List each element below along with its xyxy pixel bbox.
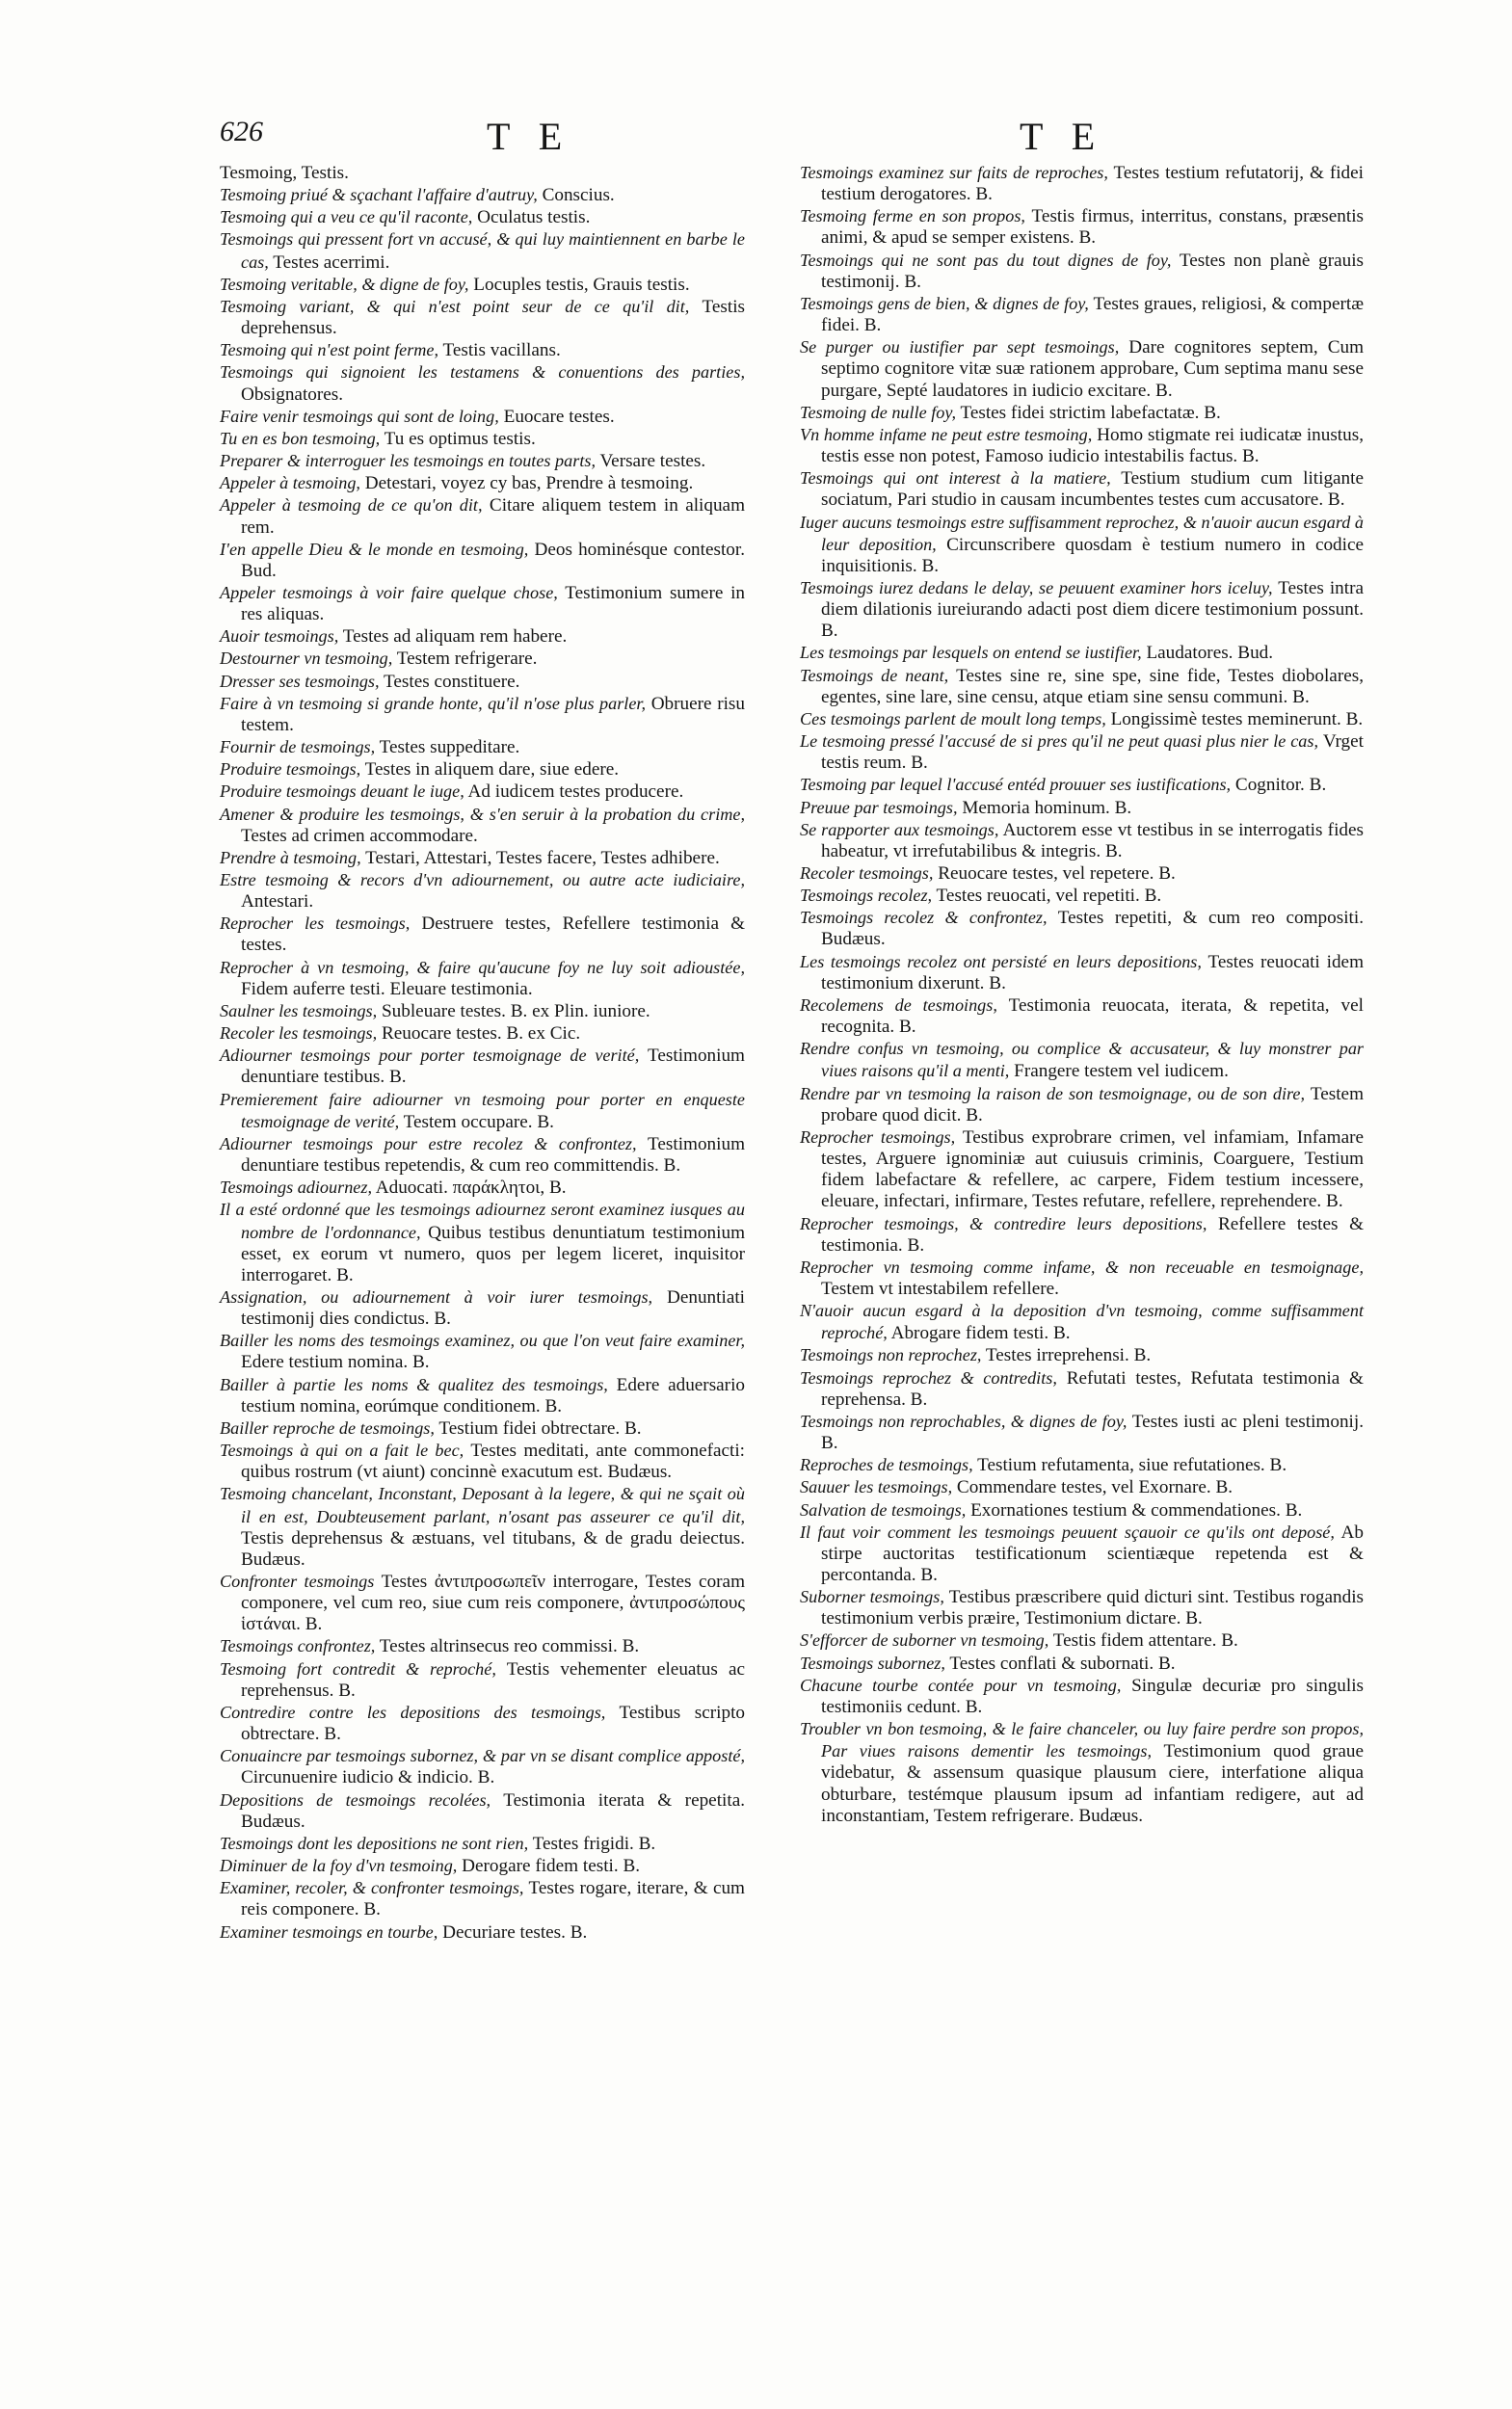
dictionary-entry: [800, 1629, 1364, 1652]
latin-equivalent: Abrogare fidem testi. B.: [890, 1323, 1071, 1344]
dictionary-entry: [220, 406, 745, 428]
dictionary-entry: [220, 847, 745, 869]
latin-equivalent: Testes acerrimi.: [273, 251, 390, 273]
dictionary-entry: [800, 907, 1364, 950]
french-phrase: Produire tesmoings deuant le iuge,: [220, 781, 464, 802]
latin-equivalent: Denuntiati testimonij dies condictus. B.: [241, 1286, 745, 1330]
french-phrase: Recoler tesmoings,: [800, 863, 934, 883]
dictionary-entry: [800, 1476, 1364, 1498]
dictionary-entry: [800, 642, 1364, 664]
latin-equivalent: Aduocati. παράκλητοι, B.: [375, 1178, 567, 1199]
french-phrase: Tesmoing qui a veu ce qu'il raconte,: [220, 207, 473, 227]
latin-equivalent: Edere aduersario testium nomina, eorúmque conditionem. B.: [241, 1374, 745, 1416]
french-phrase: Tesmoing veritable, & digne de foy,: [220, 274, 469, 294]
latin-equivalent: Obruere risu testem.: [241, 693, 745, 735]
dictionary-entry: [220, 361, 745, 405]
dictionary-entry: [220, 693, 745, 736]
french-phrase: Iuger aucuns tesmoings estre suffisamment reprochez, & n'auoir aucun esgard à leur deposition,: [800, 512, 1364, 554]
dictionary-entry: [220, 450, 745, 472]
latin-equivalent: Testes iusti ac pleni testimonij. B.: [821, 1411, 1365, 1454]
dictionary-entry: [220, 1199, 745, 1286]
french-phrase: Les tesmoings par lesquels on entend se iustifier,: [800, 643, 1142, 663]
latin-equivalent: Refutati testes, Refutata testimonia & reprehensa. B.: [821, 1367, 1364, 1410]
dictionary-entry: [800, 1257, 1364, 1300]
latin-equivalent: Destruere testes, Refellere testimonia & testes.: [241, 913, 746, 956]
french-phrase: Salvation de tesmoings,: [800, 1499, 967, 1520]
dictionary-entry: [220, 957, 745, 1000]
latin-equivalent: Edere testium nomina. B.: [241, 1352, 430, 1373]
french-phrase: Tesmoing ferme en son propos,: [800, 206, 1025, 226]
dictionary-entry: [220, 428, 745, 450]
french-phrase: Tesmoing chancelant, Inconstant, Deposant à la legere, & qui ne sçait où il en est, Doubteusement parlant, n'osant pas asseurer ce qu'il dit,: [220, 1484, 745, 1526]
french-phrase: Le tesmoing pressé l'accusé de si pres qu'il ne peut quasi plus nier le cas,: [800, 731, 1319, 752]
dictionary-entry: [800, 1653, 1364, 1675]
dictionary-entry: [800, 1718, 1364, 1827]
latin-equivalent: Circunuenire iudicio & indicio. B.: [241, 1767, 495, 1788]
dictionary-entry: [800, 1126, 1364, 1213]
latin-equivalent: Testibus scripto obtrectare. B.: [241, 1702, 745, 1745]
french-phrase: Appeler à tesmoing de ce qu'on dit,: [220, 495, 483, 516]
dictionary-entry: [220, 539, 745, 582]
latin-equivalent: Testibus exprobrare crimen, vel infamiam, Infamare testes, Arguere ignominiæ aut cuiusuis criminis, Coarguere, Testium fidem labefactare & refellere, ac carpere, Fidem testium incessere, eleuare, infectari, infirmare, Testes refutare, refellere, reprehendere. B.: [821, 1126, 1365, 1212]
dictionary-entry: [220, 296, 745, 339]
dictionary-entry: [220, 1877, 745, 1920]
french-phrase: Tesmoing variant, & qui n'est point seur de ce qu'il dit,: [220, 296, 690, 316]
french-phrase: Tesmoing qui n'est point ferme,: [220, 340, 439, 360]
french-phrase: Tesmoings qui pressent fort vn accusé, & qui luy maintiennent en barbe le cas,: [220, 229, 745, 272]
dictionary-entry: [220, 1022, 745, 1045]
latin-equivalent: Testes intra diem dilationis iureiurando adacti post diem dicere testimonium possunt. B.: [821, 577, 1364, 642]
french-phrase: Examiner, recoler, & confronter tesmoings,: [220, 1878, 524, 1898]
latin-equivalent: Testes fidei strictim labefactatæ. B.: [960, 402, 1221, 423]
dictionary-entry: [220, 339, 745, 361]
latin-equivalent: Memoria hominum. B.: [962, 797, 1132, 818]
dictionary-entry: [800, 665, 1364, 708]
dictionary-entry: [800, 512, 1364, 577]
dictionary-entry: [800, 250, 1364, 293]
latin-equivalent: Oculatus testis.: [477, 207, 591, 228]
dictionary-entry: [220, 1702, 745, 1745]
dictionary-entry: [220, 1330, 745, 1373]
dictionary-entry: [800, 1586, 1364, 1629]
french-phrase: Tesmoings qui ont interest à la matiere,: [800, 468, 1111, 489]
right-column: [800, 162, 1364, 1827]
dictionary-entry: [800, 862, 1364, 885]
french-phrase: Estre tesmoing & recors d'vn adiournement, ou autre acte iudiciaire,: [220, 870, 745, 889]
dictionary-entry: [220, 1286, 745, 1330]
dictionary-entry: [220, 162, 745, 184]
dictionary-entry: [800, 424, 1364, 467]
french-phrase: Reproches de tesmoings,: [800, 1455, 973, 1475]
french-phrase: Bailler à partie les noms & qualitez des tesmoings,: [220, 1374, 608, 1394]
latin-equivalent: Testis deprehensus.: [241, 296, 745, 339]
dictionary-entry: [220, 671, 745, 693]
french-phrase: Adiourner tesmoings pour estre recolez & confrontez,: [220, 1133, 637, 1153]
latin-equivalent: Derogare fidem testi. B.: [462, 1856, 641, 1877]
latin-equivalent: Frangere testem vel iudicem.: [1014, 1061, 1229, 1082]
latin-equivalent: Testis vacillans.: [442, 340, 561, 361]
running-head-right: T E: [1020, 115, 1105, 158]
latin-equivalent: Testibus præscribere quid dicturi sint. Testibus rogandis testimonium verbis præire, Testimonium dictare. B.: [821, 1587, 1365, 1629]
dictionary-entry: [800, 1038, 1364, 1082]
latin-equivalent: Testes meditati, ante commonefacti: quibus rostrum (vt aiunt) concinnè exacutum est. Budæus.: [241, 1441, 746, 1483]
french-phrase: Premierement faire adiourner vn tesmoing pour porter en enqueste tesmoignage de verité,: [220, 1089, 745, 1131]
latin-equivalent: Testimonia iterata & repetita. Budæus.: [241, 1789, 746, 1832]
french-phrase: Tesmoings subornez,: [800, 1653, 945, 1673]
dictionary-entry: [220, 1855, 745, 1877]
french-phrase: Tesmoings iurez dedans le delay, se peuuent examiner hors iceluy,: [800, 577, 1273, 597]
french-phrase: Tesmoings confrontez,: [220, 1636, 376, 1656]
latin-equivalent: Testimonium quod graue videbatur, & assensum quasique plausum ciere, interfatione aliqua obturbare, testémque plausum ipsum ad infantiam redigere, aut ad inconstantiam, Testem refrigerare. Budæus.: [821, 1741, 1364, 1826]
dictionary-entry: [220, 1833, 745, 1855]
french-phrase: Assignation, ou adiournement à voir iurer tesmoings,: [220, 1286, 653, 1307]
latin-equivalent: Testes reuocati idem testimonium dixerunt. B.: [821, 951, 1364, 993]
french-phrase: Tesmoing priué & sçachant l'affaire d'autruy,: [220, 185, 538, 205]
latin-equivalent: Testimonia reuocata, iterata, & repetita, vel recognita. B.: [821, 994, 1364, 1038]
french-phrase: Reprocher à vn tesmoing, & faire qu'aucune foy ne luy soit adioustée,: [220, 957, 745, 977]
french-phrase: Il faut voir comment les tesmoings peuuent sçauoir ce qu'ils ont deposé,: [800, 1522, 1335, 1542]
french-phrase: Tesmoings dont les depositions ne sont rien,: [220, 1833, 529, 1853]
french-phrase: Tesmoings à qui on a fait le bec,: [220, 1441, 464, 1461]
french-phrase: Rendre par vn tesmoing la raison de son tesmoignage, ou de son dire,: [800, 1083, 1306, 1103]
latin-equivalent: Testes constituere.: [384, 671, 520, 692]
dictionary-entry: [220, 913, 745, 956]
french-phrase: Appeler à tesmoing,: [220, 473, 360, 493]
latin-equivalent: Testis deprehensus & æstuans, vel titubans, & de gradu deiectus. Budæus.: [241, 1527, 745, 1570]
dictionary-entry: [220, 804, 745, 847]
french-phrase: Saulner les tesmoings,: [220, 1000, 378, 1020]
dictionary-entry: [220, 1177, 745, 1199]
french-phrase: Fournir de tesmoings,: [220, 737, 376, 757]
dictionary-entry: [220, 1635, 745, 1657]
dictionary-entry: [220, 625, 745, 648]
french-phrase: Bailler reproche de tesmoings,: [220, 1417, 435, 1438]
dictionary-entry: [800, 336, 1364, 401]
latin-equivalent: Homo stigmate rei iudicatæ inustus, testis esse non potest, Famoso iudicio intestabilis factus. B.: [821, 424, 1365, 467]
latin-equivalent: Tesmoing, Testis.: [220, 163, 349, 183]
latin-equivalent: Quibus testibus denuntiatum testimonium esset, ex eorum vt numero, quos per legem liceret, inquisitor interrogaret. B.: [241, 1222, 745, 1285]
dictionary-entry: [220, 1000, 745, 1022]
french-phrase: Tesmoings de neant,: [800, 665, 949, 685]
french-phrase: I'en appelle Dieu & le monde en tesmoing,: [220, 539, 529, 559]
french-phrase: Se rapporter aux tesmoings,: [800, 819, 999, 839]
dictionary-entry: [220, 228, 745, 273]
dictionary-entry: [220, 1417, 745, 1440]
latin-equivalent: Fidem auferre testi. Eleuare testimonia.: [241, 978, 533, 999]
french-phrase: Bailler les noms des tesmoings examinez, ou que l'on veut faire examiner,: [220, 1331, 745, 1351]
latin-equivalent: Obsignatores.: [241, 384, 344, 405]
french-phrase: Se purger ou iustifier par sept tesmoings,: [800, 337, 1120, 357]
french-phrase: Rendre confus vn tesmoing, ou complice & accusateur, & luy monstrer par viues raisons qu'il a menti,: [800, 1039, 1364, 1081]
dictionary-entry: [220, 1133, 745, 1177]
french-phrase: Reprocher vn tesmoing comme infame, & non receuable en tesmoignage,: [800, 1257, 1364, 1277]
latin-equivalent: Testium studium cum litigante sociatum, Pari studio in causam incumbentes testes cum accusatore. B.: [821, 468, 1365, 511]
dictionary-entry: [800, 1083, 1364, 1126]
dictionary-entry: [220, 1483, 745, 1571]
latin-equivalent: Testes conflati & subornati. B.: [949, 1653, 1176, 1674]
french-phrase: Recolemens de tesmoings,: [800, 994, 997, 1015]
french-phrase: Ces tesmoings parlent de moult long temps,: [800, 708, 1106, 728]
dictionary-entry: [800, 885, 1364, 907]
dictionary-entry: [220, 206, 745, 228]
french-phrase: Tesmoing de nulle foy,: [800, 402, 956, 422]
french-phrase: Appeler tesmoings à voir faire quelque chose,: [220, 582, 558, 602]
dictionary-entry: [800, 467, 1364, 511]
latin-equivalent: Testes testium refutatorij, & fidei testium derogatores. B.: [821, 163, 1364, 205]
french-phrase: Troubler vn bon tesmoing, & le faire chanceler, ou luy faire perdre son propos, Par viues raisons dementir les tesmoings,: [800, 1719, 1364, 1761]
dictionary-entry: [800, 577, 1364, 642]
dictionary-entry: [800, 951, 1364, 994]
french-phrase: Contredire contre les depositions des tesmoings,: [220, 1702, 606, 1722]
latin-equivalent: Testis firmus, interritus, constans, præsentis animi, & apud se semper existens. B.: [821, 206, 1365, 249]
dictionary-entry: [800, 1300, 1364, 1344]
french-phrase: Faire venir tesmoings qui sont de loing,: [220, 406, 499, 426]
french-phrase: Depositions de tesmoings recolées,: [220, 1789, 491, 1810]
latin-equivalent: Testes rogare, iterare, & cum reis componere. B.: [241, 1878, 745, 1920]
dictionary-entry: [220, 648, 745, 670]
latin-equivalent: Antestari.: [241, 891, 314, 913]
french-phrase: Reprocher tesmoings, & contredire leurs depositions,: [800, 1213, 1207, 1233]
french-phrase: Tesmoings qui ne sont pas du tout dignes de foy,: [800, 250, 1172, 270]
latin-equivalent: Testes repetiti, & cum reo compositi. Budæus.: [821, 908, 1364, 950]
french-phrase: Sauuer les tesmoings,: [800, 1477, 953, 1497]
dictionary-entry: [220, 1571, 745, 1635]
dictionary-entry: [800, 819, 1364, 862]
latin-equivalent: Testes reuocati, vel repetiti. B.: [936, 886, 1162, 907]
latin-equivalent: Testari, Attestari, Testes facere, Testes adhibere.: [365, 847, 720, 868]
french-phrase: Tu en es bon tesmoing,: [220, 428, 381, 448]
latin-equivalent: Testes altrinsecus reo commissi. B.: [379, 1636, 640, 1657]
latin-equivalent: Citare aliquem testem in aliquam rem.: [241, 495, 745, 538]
latin-equivalent: Dare cognitores septem, Cum septimo cognitore vitæ suæ rationem approbare, Cum septima manu sese purgare, Septé laudatores in iudicio excitare. B.: [821, 337, 1365, 401]
latin-equivalent: Detestari, voyez cy bas, Prendre à tesmoing.: [364, 473, 694, 494]
dictionary-entry: [220, 1745, 745, 1788]
latin-equivalent: Ad iudicem testes producere.: [467, 781, 684, 803]
dictionary-entry: [800, 797, 1364, 819]
french-phrase: Suborner tesmoings,: [800, 1587, 944, 1607]
dictionary-entry: [220, 494, 745, 538]
dictionary-entry: [220, 1658, 745, 1702]
dictionary-entry: [220, 736, 745, 758]
french-phrase: Dresser ses tesmoings,: [220, 671, 380, 691]
page-number: 626: [220, 116, 263, 147]
dictionary-entry: [800, 1522, 1364, 1586]
french-phrase: Adiourner tesmoings pour porter tesmoignage de verité,: [220, 1046, 640, 1066]
latin-equivalent: Testes ad aliquam rem habere.: [342, 626, 568, 648]
french-phrase: Les tesmoings recolez ont persisté en leurs depositions,: [800, 951, 1202, 971]
french-phrase: Amener & produire les tesmoings, & s'en seruir à la probation du crime,: [220, 804, 745, 824]
latin-equivalent: Testem occupare. B.: [403, 1111, 554, 1132]
dictionary-entry: [800, 774, 1364, 796]
latin-equivalent: Circunscribere quosdam è testium numero in codice inquisitionis. B.: [821, 534, 1365, 576]
latin-equivalent: Testem refrigerare.: [396, 649, 538, 670]
latin-equivalent: Deos hominésque contestor. Bud.: [241, 539, 745, 581]
latin-equivalent: Testimonium denuntiare testibus repetendis, & cum reo committendis. B.: [241, 1133, 746, 1177]
french-phrase: Chacune tourbe contée pour vn tesmoing,: [800, 1675, 1122, 1695]
latin-equivalent: Testes ἀντιπροσωπεῖν interrogare, Testes coram componere, vel cum reo, siue cum reis componere, ἀντιπροσώπους ἱστάναι. B.: [241, 1572, 745, 1635]
latin-equivalent: Reuocare testes. B. ex Cic.: [381, 1023, 581, 1045]
latin-equivalent: Laudatores. Bud.: [1146, 643, 1274, 664]
latin-equivalent: Singulæ decuriæ pro singulis testimoniis cedunt. B.: [821, 1675, 1365, 1717]
latin-equivalent: Testimonium denuntiare testibus. B.: [241, 1046, 745, 1088]
latin-equivalent: Auctorem esse vt testibus in se interrogatis fides habeatur, vt irrefutabilibus & integris. B.: [821, 819, 1364, 861]
latin-equivalent: Testes graues, religiosi, & compertæ fidei. B.: [821, 293, 1364, 336]
dictionary-entry: [800, 1454, 1364, 1476]
french-phrase: Tesmoings recolez & confrontez,: [800, 908, 1048, 928]
dictionary-entry: [800, 994, 1364, 1038]
french-phrase: Recoler les tesmoings,: [220, 1023, 378, 1044]
dictionary-entry: [220, 274, 745, 296]
dictionary-entry: [220, 1789, 745, 1833]
latin-equivalent: Ab stirpe auctoritas testificationum scientiæque repetenda est & percontanda. B.: [821, 1522, 1364, 1585]
latin-equivalent: Tu es optimus testis.: [384, 428, 536, 449]
latin-equivalent: Testem probare quod dicit. B.: [821, 1083, 1364, 1125]
latin-equivalent: Reuocare testes, vel repetere. B.: [938, 863, 1176, 884]
dictionary-entry: [800, 1499, 1364, 1522]
latin-equivalent: Testem vt intestabilem refellere.: [821, 1278, 1059, 1299]
french-phrase: Tesmoings non reprochables, & dignes de foy,: [800, 1411, 1127, 1431]
french-phrase: Tesmoings gens de bien, & dignes de foy,: [800, 293, 1089, 313]
french-phrase: Confronter tesmoings: [220, 1572, 375, 1591]
latin-equivalent: Subleuare testes. B. ex Plin. iuniore.: [381, 1000, 650, 1021]
dictionary-entry: [220, 1374, 745, 1417]
french-phrase: Examiner tesmoings en tourbe,: [220, 1921, 438, 1942]
dictionary-entry: [220, 472, 745, 494]
latin-equivalent: Refellere testes & testimonia. B.: [821, 1213, 1365, 1256]
dictionary-entry: [220, 869, 745, 913]
french-phrase: Destourner vn tesmoing,: [220, 649, 393, 669]
latin-equivalent: Testes irreprehensi. B.: [985, 1345, 1152, 1366]
dictionary-entry: [220, 781, 745, 803]
french-phrase: Diminuer de la foy d'vn tesmoing,: [220, 1856, 458, 1876]
dictionary-entry: [220, 1089, 745, 1133]
french-phrase: Il a esté ordonné que les tesmoings adiournez seront examinez iusques au nombre de l'ordonnance,: [220, 1200, 745, 1242]
latin-equivalent: Versare testes.: [599, 451, 706, 472]
latin-equivalent: Testes ad crimen accommodare.: [241, 825, 478, 846]
dictionary-entry: [800, 730, 1364, 774]
latin-equivalent: Decuriare testes. B.: [442, 1921, 588, 1943]
dictionary-entry: [800, 1367, 1364, 1411]
latin-equivalent: Locuples testis, Grauis testis.: [473, 274, 690, 295]
latin-equivalent: Commendare testes, vel Exornare. B.: [956, 1477, 1233, 1498]
french-phrase: S'efforcer de suborner vn tesmoing,: [800, 1630, 1049, 1651]
dictionary-entry: [220, 582, 745, 625]
french-phrase: Auoir tesmoings,: [220, 626, 339, 647]
latin-equivalent: Testis fidem attentare. B.: [1052, 1630, 1238, 1652]
dictionary-entry: [800, 402, 1364, 424]
latin-equivalent: Euocare testes.: [503, 406, 615, 427]
french-phrase: Reprocher les tesmoings,: [220, 913, 411, 934]
dictionary-entry: [220, 184, 745, 206]
latin-equivalent: Testium fidei obtrectare. B.: [438, 1417, 642, 1439]
dictionary-entry: [800, 1213, 1364, 1257]
latin-equivalent: Conscius.: [542, 185, 615, 206]
french-phrase: N'auoir aucun esgard à la deposition d'vn tesmoing, comme suffisamment reproché,: [800, 1301, 1364, 1343]
french-phrase: Tesmoings recolez,: [800, 886, 933, 906]
dictionary-entry: [800, 1675, 1364, 1718]
french-phrase: Prendre à tesmoing,: [220, 847, 361, 867]
dictionary-entry: [800, 1411, 1364, 1454]
latin-equivalent: Testes non planè grauis testimonij. B.: [821, 250, 1365, 292]
french-phrase: Vn homme infame ne peut estre tesmoing,: [800, 424, 1093, 444]
latin-equivalent: Testes suppeditare.: [379, 737, 520, 758]
dictionary-entry: [800, 293, 1364, 336]
dictionary-entry: [800, 1344, 1364, 1366]
french-phrase: Tesmoing par lequel l'accusé entéd prouuer ses iustifications,: [800, 775, 1232, 795]
latin-equivalent: Testis vehementer eleuatus ac reprehensus. B.: [241, 1658, 745, 1701]
latin-equivalent: Cognitor. B.: [1234, 775, 1327, 796]
latin-equivalent: Vrget testis reum. B.: [821, 731, 1364, 774]
french-phrase: Preparer & interroguer les tesmoings en toutes parts,: [220, 451, 596, 471]
french-phrase: Tesmoings adiournez,: [220, 1178, 372, 1198]
dictionary-entry: [220, 1045, 745, 1088]
dictionary-entry: [800, 162, 1364, 205]
left-column: [220, 162, 745, 1944]
french-phrase: Tesmoing fort contredit & reproché,: [220, 1658, 496, 1679]
latin-equivalent: Testimonium sumere in res aliquas.: [241, 582, 746, 625]
dictionary-entry: [220, 1921, 745, 1944]
dictionary-entry: [800, 708, 1364, 730]
french-phrase: Conuaincre par tesmoings subornez, & par vn se disant complice apposté,: [220, 1746, 745, 1766]
latin-equivalent: Testium refutamenta, siue refutationes. B.: [977, 1455, 1287, 1476]
french-phrase: Tesmoings examinez sur faits de reproches,: [800, 163, 1108, 182]
french-phrase: Produire tesmoings,: [220, 759, 361, 780]
french-phrase: Reprocher tesmoings,: [800, 1126, 956, 1147]
dictionary-entry: [220, 758, 745, 781]
latin-equivalent: Testes frigidi. B.: [532, 1833, 656, 1854]
dictionary-entry: [220, 1440, 745, 1483]
latin-equivalent: Testes in aliquem dare, siue edere.: [364, 759, 620, 781]
french-phrase: Faire à vn tesmoing si grande honte, qu'il n'ose plus parler,: [220, 693, 647, 713]
french-phrase: Tesmoings qui signoient les testamens & conuentions des parties,: [220, 362, 745, 383]
french-phrase: Tesmoings non reprochez,: [800, 1345, 982, 1365]
latin-equivalent: Exornationes testium & commendationes. B.: [970, 1499, 1303, 1521]
french-phrase: Tesmoings reprochez & contredits,: [800, 1367, 1057, 1388]
french-phrase: Preuue par tesmoings,: [800, 797, 958, 817]
running-head-left: T E: [487, 115, 572, 158]
latin-equivalent: Testes sine re, sine spe, sine fide, Testes diobolares, egentes, sine lare, sine censu, atque etiam sine sensu communi. B.: [821, 665, 1364, 707]
latin-equivalent: Longissimè testes meminerunt. B.: [1110, 708, 1364, 729]
dictionary-entry: [800, 205, 1364, 249]
